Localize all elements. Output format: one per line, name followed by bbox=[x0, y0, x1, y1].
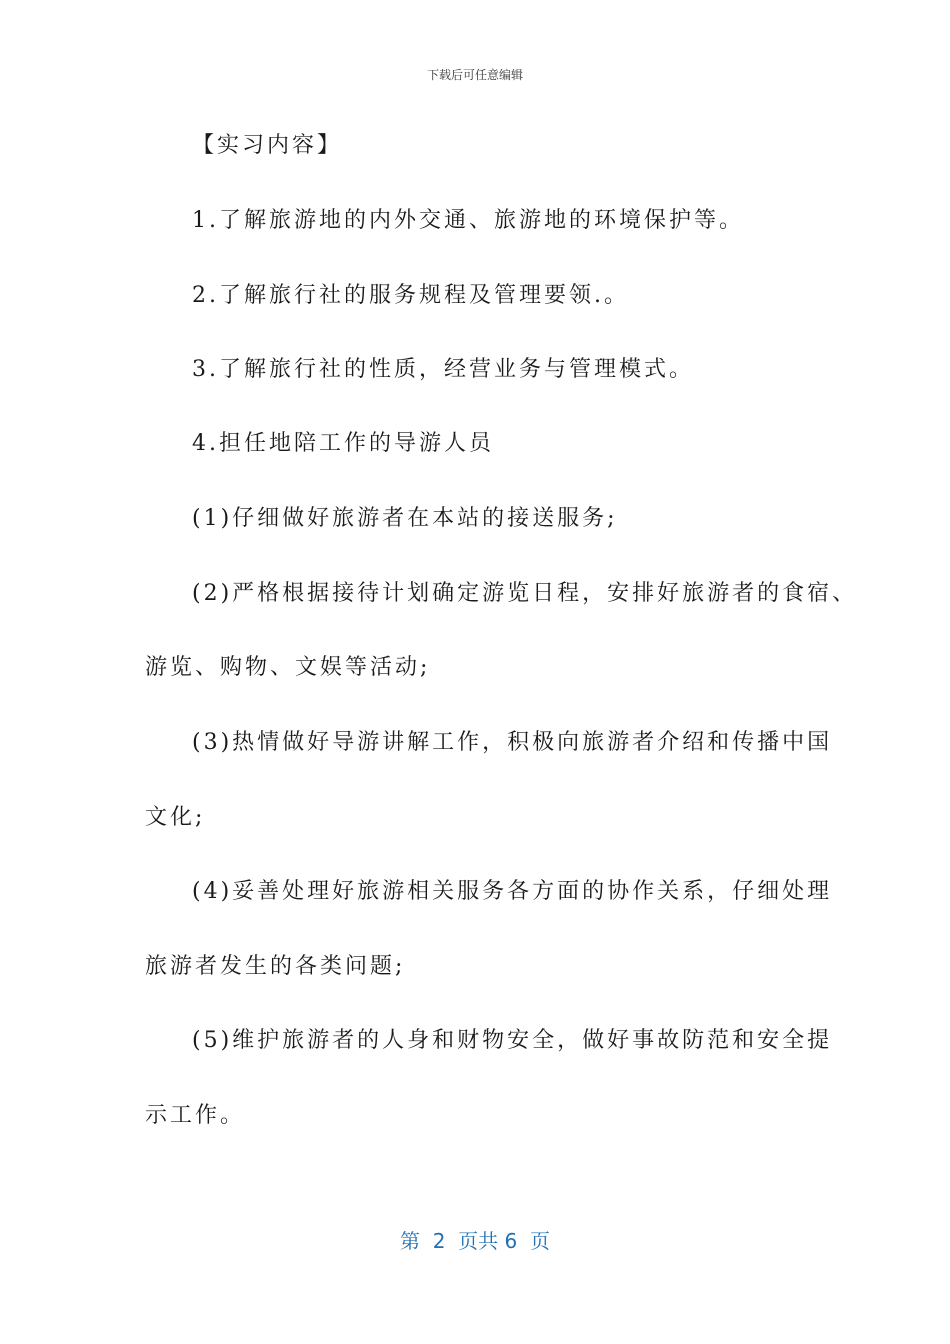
sub-list-item: (2)严格根据接待计划确定游览日程，安排好旅游者的食宿、 bbox=[192, 581, 858, 606]
section-heading: 【实习内容】 bbox=[192, 133, 343, 158]
sub-list-item-continuation: 游览、购物、文娱等活动; bbox=[145, 655, 431, 680]
sub-list-item-continuation: 旅游者发生的各类问题; bbox=[145, 954, 406, 979]
list-item: 4.担任地陪工作的导游人员 bbox=[192, 431, 494, 456]
sub-list-item: (3)热情做好导游讲解工作，积极向旅游者介绍和传播中国 bbox=[192, 730, 833, 755]
sub-list-item-continuation: 文化; bbox=[145, 805, 206, 830]
list-item: 1.了解旅游地的内外交通、旅游地的环境保护等。 bbox=[192, 208, 744, 233]
list-item: 3.了解旅行社的性质，经营业务与管理模式。 bbox=[192, 357, 694, 382]
sub-list-item-continuation: 示工作。 bbox=[145, 1103, 246, 1128]
sub-list-item: (4)妥善处理好旅游相关服务各方面的协作关系，仔细处理 bbox=[192, 879, 833, 904]
page-header-note: 下载后可任意编辑 bbox=[426, 68, 523, 82]
list-item: 2.了解旅行社的服务规程及管理要领.。 bbox=[192, 283, 629, 308]
sub-list-item: (1)仔细做好旅游者在本站的接送服务; bbox=[192, 506, 618, 531]
sub-list-item: (5)维护旅游者的人身和财物安全，做好事故防范和安全提 bbox=[192, 1028, 833, 1053]
page-number: 第 2 页共 6 页 bbox=[400, 1229, 550, 1253]
